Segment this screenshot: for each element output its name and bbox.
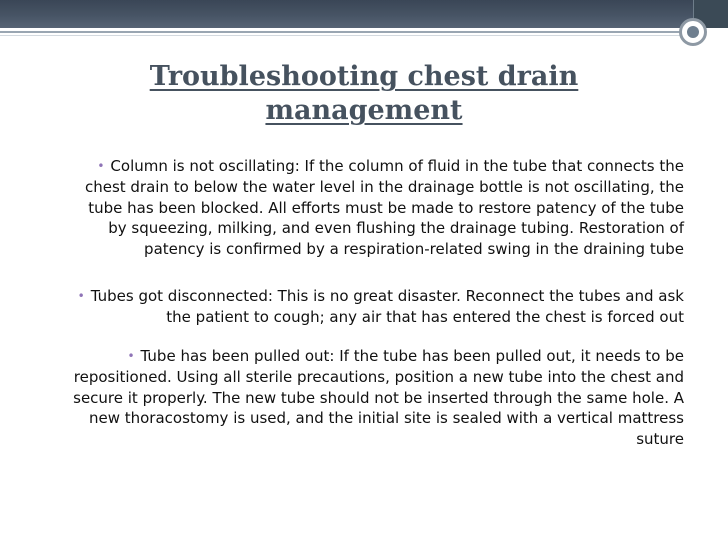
bullet-text-1: Column is not oscillating: If the column of fluid in the tube that connects the chest drain to below the water level in the drainage bottle is not oscillating, the tube has been blocked. All efforts must be made to restore patency of the tube by squeezing, milking, and even flushing the drainage tubing. Restoration of patency is confirmed by a respiration-related swing in the draining tube [84,157,684,258]
bullet-text-3: Tube has been pulled out: If the tube has been pulled out, it needs to be repositioned. Using all sterile precautions, position a new tube into the chest and secure it properly. The new tube should not be inserted through the same hole. A new thoracostomy is used, and the initial site is sealed with a vertical mattress suture [73,347,684,448]
bullet-marker-1: • [97,159,105,173]
bullet-text-2: Tubes got disconnected: This is no great disaster. Reconnect the tubes and ask the patient to cough; any air that has entered the chest is forced out [90,287,684,327]
bullet-item-1 [68,156,684,259]
bullet-marker-2: • [77,289,85,303]
slide-title: Troubleshooting chest drain management [149,61,579,126]
bullet-item-2 [52,286,684,328]
bullet-marker-3: • [127,349,135,363]
bullet-item-3 [56,346,684,449]
